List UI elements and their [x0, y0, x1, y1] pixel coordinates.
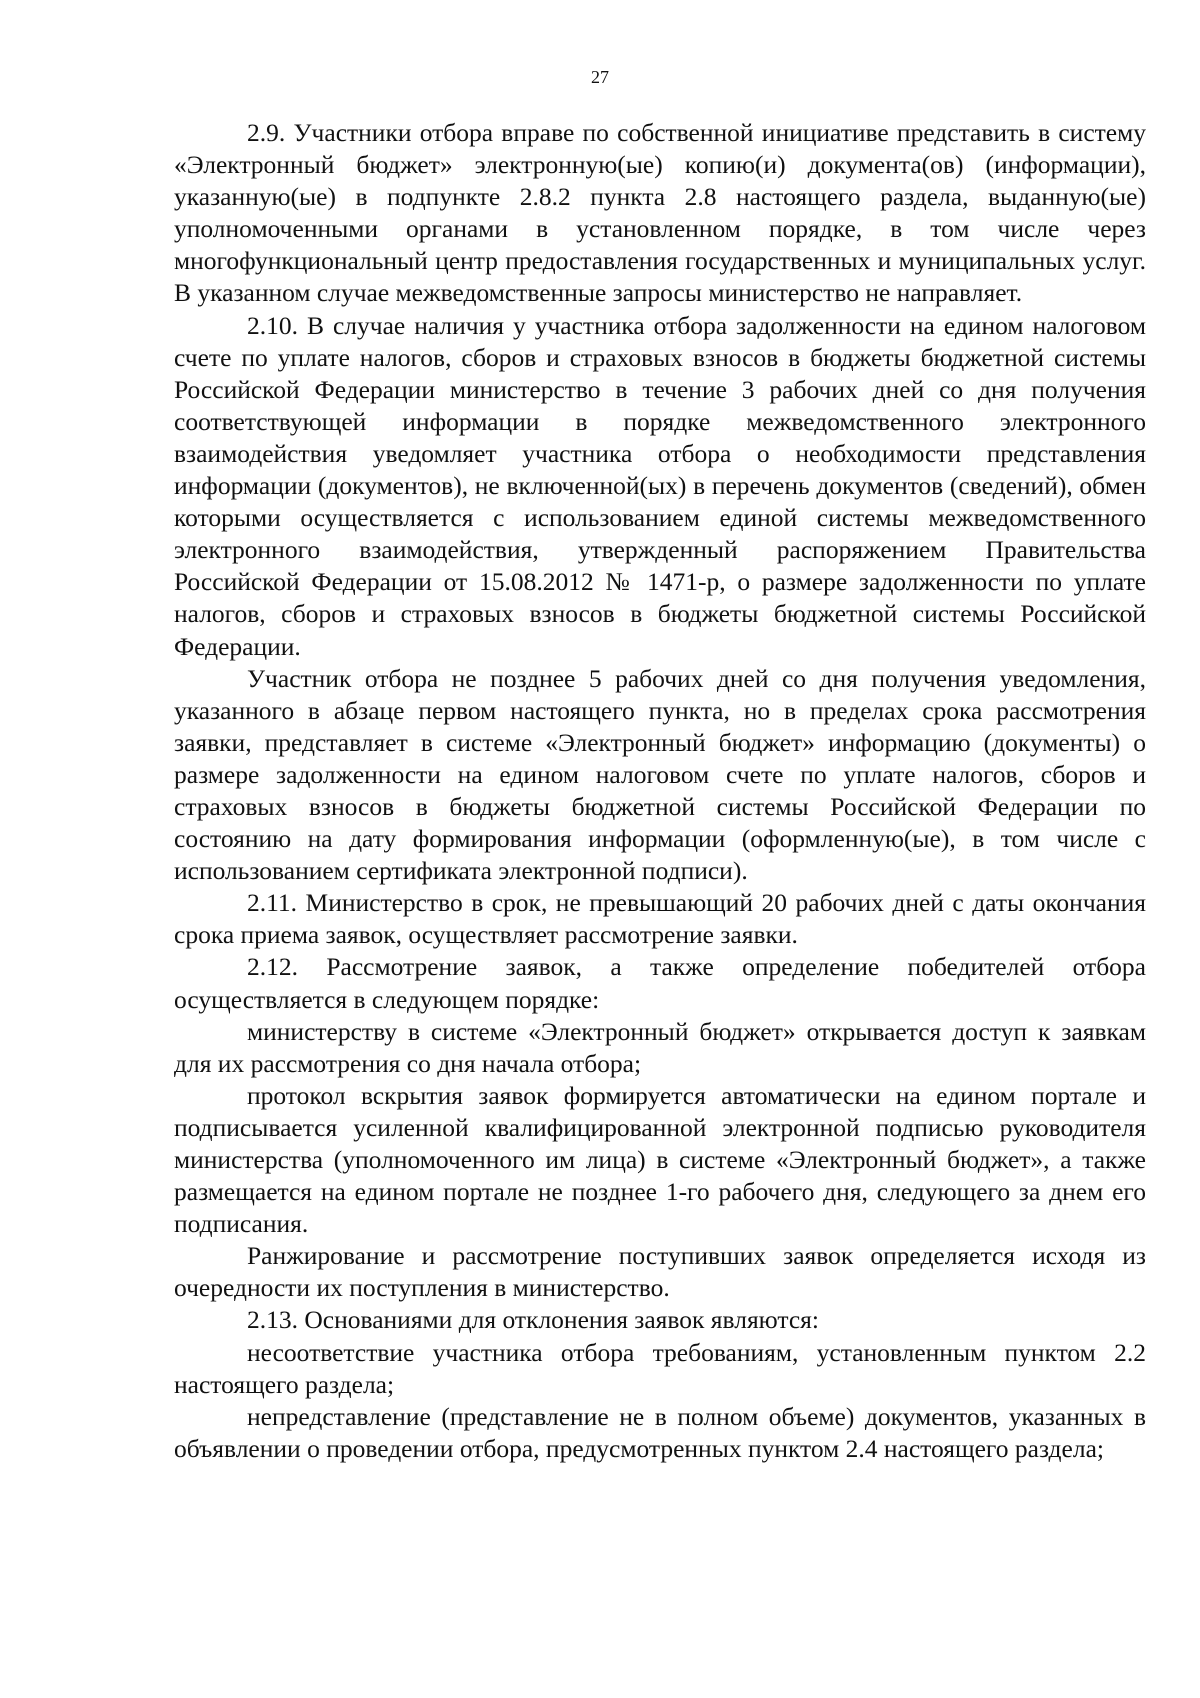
paragraph-2-9: 2.9. Участники отбора вправе по собственной инициативе представить в систему «Электронный бюджет» электронную(ые) копию(и) документа(ов) (информации), указанную(ые) в подпункте 2.8.2 пункта 2.8 настоящего раздела, выданную(ые) уполномоченными органами в установленном порядке, в том числе через многофункциональный центр предоставления государственных и муниципальных услуг. В указанном случае межведомственные запросы министерство не направляет. — [174, 118, 1146, 308]
paragraph-2-12-ranking: Ранжирование и рассмотрение поступивших заявок определяется исходя из очередности их поступления в министерство. — [174, 1241, 1146, 1303]
paragraph-2-10: 2.10. В случае наличия у участника отбора задолженности на едином налоговом счете по уплате налогов, сборов и страховых взносов в бюджеты бюджетной системы Российской Федерации министерство в течение 3 рабочих дней со дня получения соответствующей информации в порядке межведомственного электронного взаимодействия уведомляет участника отбора о необходимости представления информации (документов), не включенной(ых) в перечень документов (сведений), обмен которыми осуществляется с использованием единой системы межведомственного электронного взаимодействия, утвержденный распоряжением Правительства Российской Федерации от 15.08.2012 № 1471-р, о размере задолженности по уплате налогов, сборов и страховых взносов в бюджеты бюджетной системы Российской Федерации. — [174, 310, 1146, 661]
paragraph-2-11: 2.11. Министерство в срок, не превышающий 20 рабочих дней с даты окончания срока приема заявок, осуществляет рассмотрение заявки. — [174, 888, 1146, 950]
paragraph-2-13: 2.13. Основаниями для отклонения заявок являются: — [247, 1305, 819, 1335]
paragraph-2-12-access: министерству в системе «Электронный бюджет» открывается доступ к заявкам для их рассмотрения со дня начала отбора; — [174, 1016, 1146, 1078]
paragraph-2-13-item-1: несоответствие участника отбора требованиям, установленным пунктом 2.2 настоящего раздела; — [174, 1337, 1146, 1399]
paragraph-2-12-protocol: протокол вскрытия заявок формируется автоматически на едином портале и подписывается усиленной квалифицированной электронной подписью руководителя министерства (уполномоченного им лица) в системе «Электронный бюджет», а также размещается на едином портале не позднее 1-го рабочего дня, следующего за днем его подписания. — [174, 1080, 1146, 1239]
document-body — [174, 117, 1146, 1465]
page-number: 27 — [591, 67, 609, 87]
paragraph-2-12: 2.12. Рассмотрение заявок, а также определение победителей отбора осуществляется в следующем порядке: — [174, 952, 1146, 1014]
paragraph-2-13-item-2: непредставление (представление не в полном объеме) документов, указанных в объявлении о проведении отбора, предусмотренных пунктом 2.4 настоящего раздела; — [174, 1401, 1146, 1463]
paragraph-2-10-participant: Участник отбора не позднее 5 рабочих дней со дня получения уведомления, указанного в абзаце первом настоящего пункта, но в пределах срока рассмотрения заявки, представляет в системе «Электронный бюджет» информацию (документы) о размере задолженности на едином налоговом счете по уплате налогов, сборов и страховых взносов в бюджеты бюджетной системы Российской Федерации по состоянию на дату формирования информации (оформленную(ые), в том числе с использованием сертификата электронной подписи). — [174, 663, 1146, 886]
